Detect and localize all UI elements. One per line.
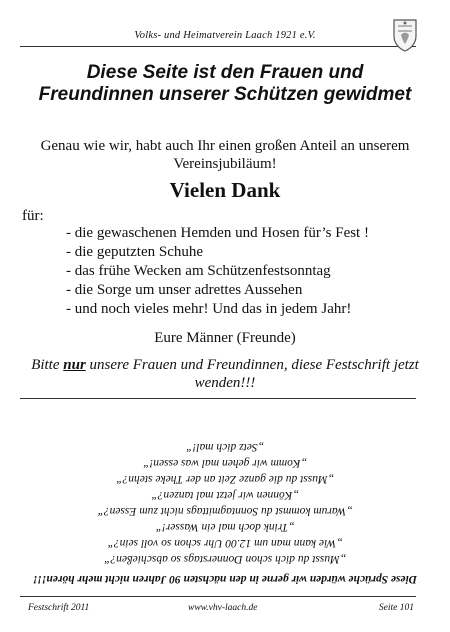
list-item: - das frühe Wecken am Schützenfestsonntag [66, 263, 331, 279]
footer-divider [20, 596, 416, 597]
quote-item: „Setz dich mal!“ [186, 441, 264, 453]
page-heading: Diese Seite ist den Frauen und Freundinnen unserer Schützen gewidmet [38, 62, 412, 105]
quote-item: „Können wir jetzt mal tanzen?“ [151, 489, 299, 501]
quote-item: „Warum kommst du Sonntagmittags nicht zum Essen?“ [97, 505, 353, 517]
list-item: - die geputzten Schuhe [66, 244, 204, 260]
list-item: - die gewaschenen Hemden und Hosen für’s Fest ! [66, 225, 369, 241]
header-divider [20, 46, 416, 47]
footer-website-link[interactable]: www.vhv-laach.de [188, 603, 258, 613]
quote-item: „Komm wir gehen mal was essen!“ [143, 457, 307, 469]
list-item: - die Sorge um unser adrettes Aussehen [66, 282, 303, 298]
upside-down-heading: Diese Sprüche würden wir gerne in den nächsten 90 Jahren nicht mehr hören!!! [32, 573, 418, 585]
for-label: für: [22, 208, 44, 224]
quote-item: „Wie kann man um 12.00 Uhr schon so voll sein?“ [107, 537, 343, 549]
quote-item: „Musst du die ganze Zeit an der Theke stehn?“ [116, 473, 334, 485]
list-item: - und noch vieles mehr! Und das in jedem Jahr! [66, 301, 352, 317]
thanks-heading: Vielen Dank [169, 178, 281, 202]
upside-down-section [28, 396, 422, 586]
header-club-name: Volks- und Heimatverein Laach 1921 e.V. [134, 30, 316, 41]
thanks-list [66, 224, 369, 319]
footer-publication: Festschrift 2011 [28, 603, 90, 613]
request-after: unsere Frauen und Freundinnen, diese Festschrift jetzt wenden!!! [85, 357, 419, 391]
coat-of-arms-icon [392, 18, 418, 52]
footer-page-number: Seite 101 [378, 603, 414, 613]
request-emphasis: nur [63, 357, 86, 373]
quote-item: „Trink doch mal ein Wasser!“ [155, 521, 295, 533]
turn-page-request [30, 356, 420, 392]
request-before: Bitte [31, 357, 64, 373]
quote-list [28, 439, 422, 567]
intro-text: Genau wie wir, habt auch Ihr einen großen Anteil an unserem Vereinsjubiläum! [40, 138, 410, 172]
quote-item: „Musst du dich schon Donnerstags so abschießen?“ [103, 553, 347, 565]
signoff: Eure Männer (Freunde) [154, 330, 296, 346]
